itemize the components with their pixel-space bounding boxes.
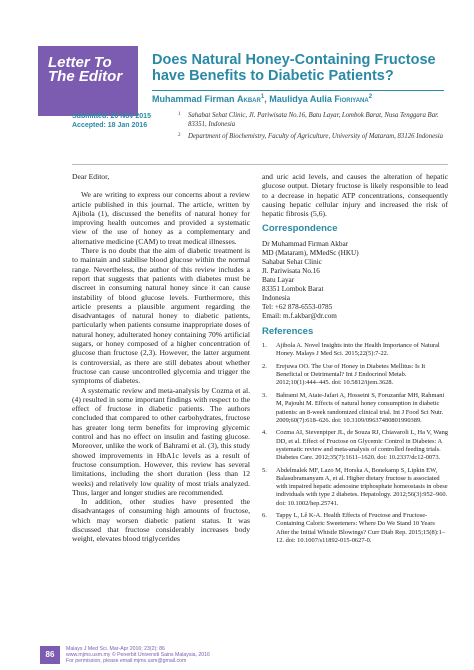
footer-line-2[interactable]: www.mjms.usm.my © Penerbit Universiti Sains Malaysia, 2016: [66, 652, 210, 658]
affiliation-2: [178, 133, 448, 142]
salutation: Dear Editor,: [72, 172, 110, 181]
article-title: Does Natural Honey-Containing Fructose have Benefits to Diabetic Patients?: [152, 52, 436, 84]
reference-item: [262, 363, 448, 388]
affiliation-1: [178, 112, 448, 129]
author-2-sup: 2: [368, 94, 373, 100]
reference-num: 6.: [262, 512, 267, 520]
references-heading: References: [262, 325, 314, 337]
reference-text: Bahrami M, Ataie-Jafari A, Hosseini S, Foruzanfar MH, Rahmani M, Pajouhi M. Effects of natural honey consumption in diabetic patients: an 8-week randomized clinical trial. Int J Food Sci Nutr. 2009;60(7):618–626. doi: 10.3109/09637480801990389.: [276, 392, 445, 424]
affiliation-1-num: 1: [178, 112, 181, 117]
reference-item: [262, 342, 448, 358]
page-number: 86: [40, 646, 60, 664]
author-1-first: Muhammad Firman: [152, 94, 238, 104]
body-right-column: [262, 172, 448, 550]
body-paragraph-3: A systematic review and meta-analysis by Cozma et al. (4) resulted in some important findings with respect to the effect of fructose in diabetic patients. The authors concluded that compared to other carbohydrates, fructose has greater long term benefits for improving glycemic control and has no effect on insulin and fasting glucose. Moreover, unlike the work of Bahrami et al. (3), this study showed improvements in HbA1c levels as a result of fructose consumption. However, this review has several limitations, including the short duration (less than 12 weeks) and relatively low quality of most trials analyzed. Thus, larger and longer studies are recommended.: [72, 385, 250, 497]
reference-num: 1.: [262, 342, 267, 350]
footer-citation: [66, 646, 210, 664]
author-2-last: Fioriyana: [334, 94, 369, 104]
correspondence-line: 83351 Lombok Barat: [262, 284, 324, 293]
body-paragraph-1: We are writing to express our concerns about a review article published in this journal. The article, written by Ajibola (1), discussed the benefits of natural honey for improving health outcomes and provided a systematic view of the use of honey as a complementary and alternative medicine (CAM) to treat medical illnesses.: [72, 190, 250, 246]
correspondence-line: Tel: +62 878-6553-0785: [262, 302, 333, 311]
footer-line-3: For permission, please email:mjms.usm@gmail.com: [66, 658, 187, 664]
reference-item: [262, 512, 448, 545]
page-footer: [30, 646, 450, 664]
body-paragraph-2: There is no doubt that the aim of diabetic treatment is to maintain and stabilise blood glucose within the normal range. Nevertheless, the author of this review includes a report that suggests that patients with diabetes must be discreet in consuming natural honey since it can cause instability of blood glucose levels. Furthermore, this article presents a plausible argument regarding the disadvantages of natural honey to diabetic patients, particularly when patients consume inappropriate doses of natural honey, adulterated honey containing 70% artificial sugars, or honey composed of a higher concentration of glucose than fructose (2,3). However, the latter argument is controversial, as there are still debates about whether fructose can cause uncontrolled glycemia and trigger the symptoms of diabetes.: [72, 246, 250, 386]
correspondence-line: Dr Muhammad Firman Akbar: [262, 239, 349, 248]
correspondence-email[interactable]: Email: m.f.akbar@dr.com: [262, 311, 337, 320]
correspondence-heading: Correspondence: [262, 223, 338, 235]
body-paragraph-4: In addition, other studies have presented the disadvantages of consuming high amounts of fructose, which may worsen diabetic patient status. It was discussed that fructose considerably increases body weight, elevates blood triglycerides: [72, 497, 250, 544]
reference-text: Abdelmalek MF, Lazo M, Horska A, Bonekamp S, Lipkin EW, Balasubramanyam A, et al. Higher dietary fructose is associated with impaired hepatic adenosine triphosphate homeostasis in obese individuals with type 2 diabetes. Hepatology. 2012;56(3):952–960. doi: 10.1002/hep.25741.: [276, 466, 448, 507]
reference-item: [262, 429, 448, 462]
reference-num: 2.: [262, 362, 267, 370]
author-2-first: Maulidya Aulia: [269, 94, 335, 104]
reference-item: [262, 392, 448, 425]
author-1-sup: 1: [260, 94, 265, 100]
reference-text: Tappy L, Lê K-A. Health Effects of Fructose and Fructose-Containing Caloric Sweeteners: Where Do We Stand 10 Years After the Initial Whistle Blowings? Curr Diab Rep. 2015;15(8):1–12. doi: 10.1007/s11892-015-0627-0.: [276, 512, 446, 544]
correspondence-line: Batu Layar: [262, 275, 295, 284]
reference-text: Ajibola A. Novel Insights into the Health Importance of Natural Honey. Malays J Med Sci. 2015;22(5):7-22.: [276, 342, 440, 358]
correspondence-line: Jl. Pariwisata No.16: [262, 266, 320, 275]
section-divider: [72, 164, 448, 165]
correspondence-line: Indonesia: [262, 293, 290, 302]
author-1-last: Akbar: [237, 94, 261, 104]
reference-num: 3.: [262, 392, 267, 400]
reference-list: [262, 342, 448, 545]
footer-line-1: Malays J Med Sci. Mar-Apr 2016; 23(2): 86: [66, 646, 165, 652]
badge-line-1: Letter To: [48, 54, 112, 71]
reference-num: 4.: [262, 429, 267, 437]
header-divider: [152, 90, 444, 91]
article-dates: [72, 112, 152, 130]
affiliation-1-text: Sahabat Sehat Clinic, Jl. Pariwisata No.16, Batu Layar, Lombok Barat, Nusa Tenggara Bar. 83351, Indonesia: [188, 112, 439, 128]
body-left-column: [72, 172, 250, 544]
reference-num: 5.: [262, 466, 267, 474]
correspondence-block: [262, 240, 448, 321]
correspondence-line: Sahabat Sehat Clinic: [262, 257, 322, 266]
article-type-badge: [38, 46, 138, 116]
body-continuation: and uric acid levels, and causes the alteration of hepatic glucose output. Dietary fructose is likely responsible to lead to a decrease in hepatic ATP concentrations, consequently causing hepatic cellular injury and increased the risk of hepatic fibrosis (5,6).: [262, 172, 448, 219]
reference-item: [262, 467, 448, 508]
author-separator: ,: [264, 94, 270, 104]
reference-text: Erejuwa OO. The Use of Honey in Diabetes Mellitus: Is It Beneficial or Detrimental? Int J Endocrinol Metab. 2012;10(1):444–445. doi: 10.5812/ijem.3628.: [276, 362, 426, 387]
affiliation-2-text: Department of Biochemistry, Faculty of Agriculture, University of Mataram, 83126 Indonesia: [188, 133, 444, 140]
affiliation-2-num: 2: [178, 133, 181, 138]
badge-line-2: The Editor: [48, 68, 123, 85]
accepted-date: Accepted: 18 Jan 2016: [72, 122, 148, 129]
submitted-date: Submitted: 20 Nov 2015: [72, 113, 151, 120]
correspondence-line: MD (Mataram), MMedSc (HKU): [262, 248, 359, 257]
author-list: [152, 94, 452, 104]
affiliations: [178, 112, 448, 146]
reference-text: Cozma AI, Sievenpiper JL, de Souza RJ, Chiavaroli L, Ha V, Wang DD, et al. Effect of Fructose on Glycemic Control in Diabetes: A systematic review and meta-analysis of controlled feeding trials. Diabetes Care. 2012;35(7):1611–1620. doi: 10.2337/dc12-0073.: [276, 429, 449, 462]
